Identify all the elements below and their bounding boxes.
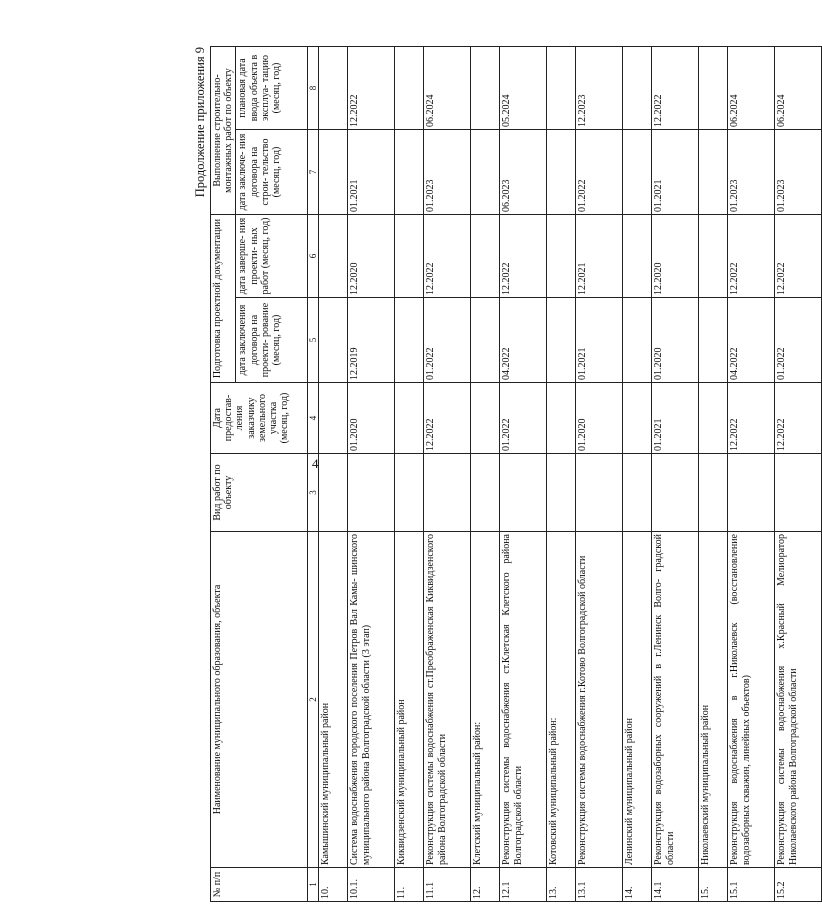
cell-7 bbox=[471, 130, 500, 215]
cell-3 bbox=[395, 454, 424, 532]
cell-3 bbox=[652, 454, 699, 532]
cell-6: 12.2020 bbox=[348, 215, 395, 298]
cell-2: Система водоснабжения городского поселения Петров Вал Камы- шинского муниципального района Волгоградской области (3 этап) bbox=[348, 532, 395, 868]
cell-8: 12.2023 bbox=[576, 46, 623, 129]
cell-7: 01.2022 bbox=[576, 130, 623, 215]
cell-1: 13.1 bbox=[576, 868, 623, 902]
cell-2: Ленинский муниципальный район bbox=[623, 532, 652, 868]
cell-4: 12.2022 bbox=[728, 383, 775, 454]
section-row bbox=[699, 46, 728, 901]
cell-5: 01.2022 bbox=[775, 298, 822, 383]
cell-5: 01.2021 bbox=[576, 298, 623, 383]
section-row bbox=[319, 46, 348, 901]
cell-7: 06.2023 bbox=[500, 130, 547, 215]
cell-8 bbox=[699, 46, 728, 129]
cell-1: 13. bbox=[547, 868, 576, 902]
cell-4: 01.2020 bbox=[348, 383, 395, 454]
cell-4: 12.2022 bbox=[775, 383, 822, 454]
cell-2: Реконструкция водоснабжения в г.Николаевск (восстановление водозаборных скважин, линейных объектов) bbox=[728, 532, 775, 868]
section-row bbox=[623, 46, 652, 901]
appendix-note: Продолжение приложения 9 bbox=[193, 47, 207, 198]
cell-6: 12.2020 bbox=[652, 215, 699, 298]
column-number: 8 bbox=[308, 46, 319, 129]
cell-4: 12.2022 bbox=[424, 383, 471, 454]
cell-1: 14.1 bbox=[652, 868, 699, 902]
cell-8: 06.2024 bbox=[424, 46, 471, 129]
column-number-row bbox=[308, 46, 319, 901]
page-number: 4 bbox=[312, 456, 319, 471]
cell-1: 12.1 bbox=[500, 868, 547, 902]
cell-2: Клетский муниципальный район: bbox=[471, 532, 500, 868]
cell-5: 04.2022 bbox=[500, 298, 547, 383]
cell-8: 05.2024 bbox=[500, 46, 547, 129]
cell-5: 12.2019 bbox=[348, 298, 395, 383]
section-row bbox=[471, 46, 500, 901]
object-row bbox=[348, 46, 395, 901]
cell-1: 12. bbox=[471, 868, 500, 902]
cell-4 bbox=[471, 383, 500, 454]
cell-6 bbox=[319, 215, 348, 298]
cell-7: 01.2023 bbox=[424, 130, 471, 215]
cell-3 bbox=[424, 454, 471, 532]
cell-4 bbox=[547, 383, 576, 454]
cell-8 bbox=[319, 46, 348, 129]
cell-2: Реконструкция системы водоснабжения г.Котово Волгоградской области bbox=[576, 532, 623, 868]
cell-8 bbox=[395, 46, 424, 129]
object-row bbox=[424, 46, 471, 901]
cell-8 bbox=[547, 46, 576, 129]
cell-8 bbox=[471, 46, 500, 129]
cell-2: Реконструкция системы водоснабжения ст.Преображенская Киквидзенского района Волгоградской области bbox=[424, 532, 471, 868]
cell-6 bbox=[547, 215, 576, 298]
cell-4 bbox=[395, 383, 424, 454]
section-row bbox=[547, 46, 576, 901]
header-construction-contract: дата заключе- ния договора на строи- тельство (месяц, год) bbox=[236, 130, 308, 215]
cell-8: 12.2022 bbox=[348, 46, 395, 129]
cell-3 bbox=[319, 454, 348, 532]
cell-6: 12.2021 bbox=[576, 215, 623, 298]
cell-1: 10.1. bbox=[348, 868, 395, 902]
cell-1: 15. bbox=[699, 868, 728, 902]
header-design-contract: дата заключения договора на проекти- рование (месяц, год) bbox=[236, 298, 308, 383]
cell-7 bbox=[699, 130, 728, 215]
header-design-end: дата заверше- ния проекти- ных работ (месяц, год) bbox=[236, 215, 308, 298]
cell-6: 12.2022 bbox=[728, 215, 775, 298]
rotated-page-content bbox=[192, 47, 799, 902]
object-row bbox=[775, 46, 822, 901]
cell-5 bbox=[623, 298, 652, 383]
object-row bbox=[728, 46, 775, 901]
header-commissioning: плановая дата ввода объекта в эксплуа- тацию (месяц, год) bbox=[236, 46, 308, 129]
cell-6 bbox=[395, 215, 424, 298]
cell-2: Реконструкция системы водоснабжения х.Красный Мелиоратор Николаевского района Волгоградской области bbox=[775, 532, 822, 868]
cell-5: 01.2020 bbox=[652, 298, 699, 383]
cell-7: 01.2021 bbox=[652, 130, 699, 215]
cell-3 bbox=[775, 454, 822, 532]
column-number: 4 bbox=[308, 383, 319, 454]
cell-7: 01.2023 bbox=[775, 130, 822, 215]
cell-8: 06.2024 bbox=[728, 46, 775, 129]
cell-6 bbox=[699, 215, 728, 298]
object-row bbox=[576, 46, 623, 901]
schedule-table bbox=[210, 46, 822, 902]
column-number: 5 bbox=[308, 298, 319, 383]
cell-5 bbox=[319, 298, 348, 383]
object-row bbox=[652, 46, 699, 901]
cell-4: 01.2022 bbox=[500, 383, 547, 454]
cell-7 bbox=[623, 130, 652, 215]
object-row bbox=[500, 46, 547, 901]
column-number: 7 bbox=[308, 130, 319, 215]
cell-6 bbox=[471, 215, 500, 298]
cell-3 bbox=[728, 454, 775, 532]
cell-7 bbox=[319, 130, 348, 215]
cell-1: 14. bbox=[623, 868, 652, 902]
cell-3 bbox=[699, 454, 728, 532]
cell-1: 15.1 bbox=[728, 868, 775, 902]
column-number: 2 bbox=[308, 532, 319, 868]
header-land-date: Дата предостав- ления заказчику земельного участка (месяц, год) bbox=[211, 383, 308, 454]
cell-8: 06.2024 bbox=[775, 46, 822, 129]
cell-6: 12.2022 bbox=[500, 215, 547, 298]
cell-1: 11.1 bbox=[424, 868, 471, 902]
cell-2: Николаевский муниципальный район bbox=[699, 532, 728, 868]
cell-2: Камышинский муниципальный район bbox=[319, 532, 348, 868]
cell-5: 01.2022 bbox=[424, 298, 471, 383]
column-number: 3 bbox=[308, 454, 319, 532]
cell-3 bbox=[576, 454, 623, 532]
cell-6: 12.2022 bbox=[424, 215, 471, 298]
cell-7 bbox=[395, 130, 424, 215]
cell-3 bbox=[471, 454, 500, 532]
cell-3 bbox=[348, 454, 395, 532]
cell-6 bbox=[623, 215, 652, 298]
header-construction-group: Выполнение строительно- монтажных работ по объекту bbox=[211, 46, 236, 214]
cell-5 bbox=[395, 298, 424, 383]
cell-1: 10. bbox=[319, 868, 348, 902]
cell-5 bbox=[471, 298, 500, 383]
cell-7: 01.2023 bbox=[728, 130, 775, 215]
column-number: 6 bbox=[308, 215, 319, 298]
cell-1: 15.2 bbox=[775, 868, 822, 902]
header-name: Наименование муниципального образования, объекта bbox=[211, 532, 308, 868]
cell-3 bbox=[500, 454, 547, 532]
cell-6: 12.2022 bbox=[775, 215, 822, 298]
cell-1: 11. bbox=[395, 868, 424, 902]
cell-8 bbox=[623, 46, 652, 129]
column-number: 1 bbox=[308, 868, 319, 902]
cell-5: 04.2022 bbox=[728, 298, 775, 383]
cell-2: Киквидзенский муниципальный район bbox=[395, 532, 424, 868]
section-row bbox=[395, 46, 424, 901]
cell-4 bbox=[623, 383, 652, 454]
cell-3 bbox=[623, 454, 652, 532]
cell-4: 01.2020 bbox=[576, 383, 623, 454]
cell-7 bbox=[547, 130, 576, 215]
cell-2: Котовский муниципальный район: bbox=[547, 532, 576, 868]
cell-4: 01.2021 bbox=[652, 383, 699, 454]
cell-5 bbox=[547, 298, 576, 383]
cell-4 bbox=[319, 383, 348, 454]
cell-3 bbox=[547, 454, 576, 532]
cell-5 bbox=[699, 298, 728, 383]
header-design-group: Подготовка проектной документации bbox=[211, 215, 236, 383]
cell-2: Реконструкция водозаборных сооружений в г.Ленинск Волго- градской области bbox=[652, 532, 699, 868]
cell-4 bbox=[699, 383, 728, 454]
header-work-type: Вид работ по объекту bbox=[211, 454, 308, 532]
cell-7: 01.2021 bbox=[348, 130, 395, 215]
cell-2: Реконструкция системы водоснабжения ст.Клетская Клетского района Волгоградской области bbox=[500, 532, 547, 868]
cell-8: 12.2022 bbox=[652, 46, 699, 129]
header-row bbox=[211, 46, 236, 901]
header-num: № п/п bbox=[211, 868, 308, 902]
